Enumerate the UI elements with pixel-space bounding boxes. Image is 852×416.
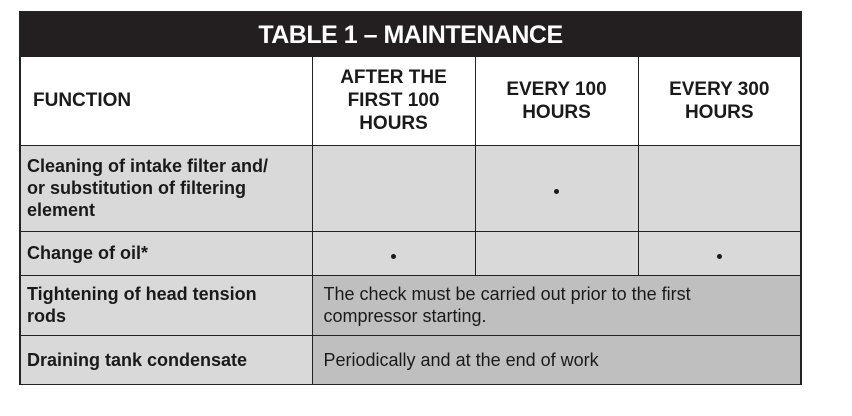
table-title: TABLE 1 – MAINTENANCE [21, 13, 800, 57]
table-row [21, 145, 800, 231]
table-row [21, 231, 800, 275]
mark-cell [475, 145, 638, 231]
mark-cell [312, 145, 475, 231]
header-row [21, 57, 800, 145]
note-cell: Periodically and at the end of work [312, 335, 800, 384]
mark-cell [638, 231, 800, 275]
column-header-function: FUNCTION [21, 57, 312, 145]
function-cell-draining-condensate: Draining tank condensate [21, 335, 312, 384]
bullet-mark-icon [554, 189, 559, 194]
function-cell-change-of-oil: Change of oil* [21, 231, 312, 275]
column-header-every-300-hours: EVERY 300 HOURS [638, 57, 800, 145]
maintenance-grid [21, 57, 800, 384]
mark-cell [475, 231, 638, 275]
note-cell: The check must be carried out prior to the first compressor starting. [312, 275, 800, 335]
mark-cell [312, 231, 475, 275]
table-row [21, 335, 800, 384]
function-cell-head-tension-rods: Tightening of head tension rods [21, 275, 312, 335]
table-row [21, 275, 800, 335]
bullet-mark-icon [717, 254, 722, 259]
maintenance-table [19, 11, 802, 385]
mark-cell [638, 145, 800, 231]
column-header-after-first-100-hours: AFTER THE FIRST 100 HOURS [312, 57, 475, 145]
column-header-every-100-hours: EVERY 100 HOURS [475, 57, 638, 145]
bullet-mark-icon [391, 254, 396, 259]
function-cell-intake-filter: Cleaning of intake filter and/ or substitution of filtering element [21, 145, 312, 231]
